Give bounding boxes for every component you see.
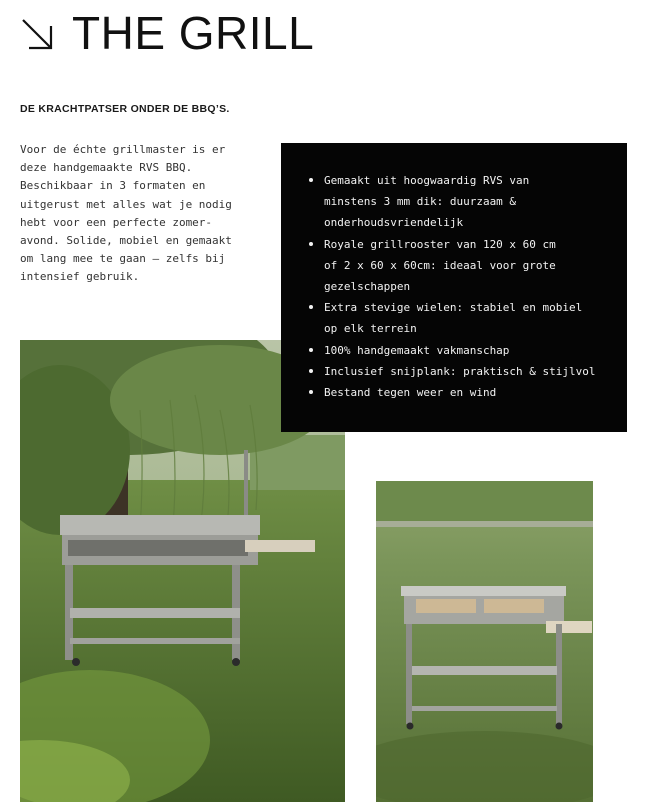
- features-list: [305, 170, 603, 403]
- feature-line: minstens 3 mm dik: duurzaam &: [324, 195, 517, 209]
- feature-item: [305, 297, 603, 339]
- feature-line: 100% handgemaakt vakmanschap: [324, 343, 510, 357]
- bullet-icon: [309, 390, 313, 394]
- intro-line: avond. Solide, mobiel en gemaakt: [20, 234, 232, 248]
- feature-line: Royale grillrooster van 120 x 60 cm: [324, 237, 556, 251]
- feature-item: [305, 382, 603, 403]
- feature-line: gezelschappen: [324, 280, 411, 294]
- intro-line: intensief gebruik.: [20, 270, 140, 284]
- bullet-icon: [309, 178, 313, 182]
- intro-line: Beschikbaar in 3 formaten en: [20, 179, 206, 193]
- grill-photo-small: [376, 481, 593, 802]
- bullet-icon: [309, 305, 313, 309]
- feature-item: [305, 234, 603, 298]
- bullet-icon: [309, 348, 313, 352]
- feature-item: [305, 170, 603, 234]
- intro-line: hebt voor een perfecte zomer-: [20, 215, 213, 229]
- features-panel: [281, 143, 627, 432]
- page-title: THE GRILL: [72, 7, 315, 59]
- feature-item: [305, 361, 603, 382]
- intro-line: deze handgemaakte RVS BBQ.: [20, 161, 193, 175]
- subtitle: DE KRACHTPATSER ONDER DE BBQ’S.: [20, 103, 230, 115]
- feature-line: Bestand tegen weer en wind: [324, 386, 497, 400]
- feature-line: of 2 x 60 x 60cm: ideaal voor grote: [324, 258, 556, 272]
- intro-line: om lang mee te gaan – zelfs bij: [20, 252, 226, 266]
- bullet-icon: [309, 369, 313, 373]
- feature-item: [305, 340, 603, 361]
- arrow-down-right-icon: [20, 17, 54, 51]
- feature-line: op elk terrein: [324, 322, 417, 336]
- feature-line: Gemaakt uit hoogwaardig RVS van: [324, 174, 530, 187]
- feature-line: Extra stevige wielen: stabiel en mobiel: [324, 301, 583, 315]
- feature-line: Inclusief snijplank: praktisch & stijlvol: [324, 364, 596, 378]
- intro-line: uitgerust met alles wat je nodig: [20, 197, 232, 211]
- intro-paragraph: [20, 141, 260, 287]
- feature-line: onderhoudsvriendelijk: [324, 216, 464, 230]
- intro-line: Voor de échte grillmaster is er: [20, 143, 226, 156]
- bullet-icon: [309, 242, 313, 246]
